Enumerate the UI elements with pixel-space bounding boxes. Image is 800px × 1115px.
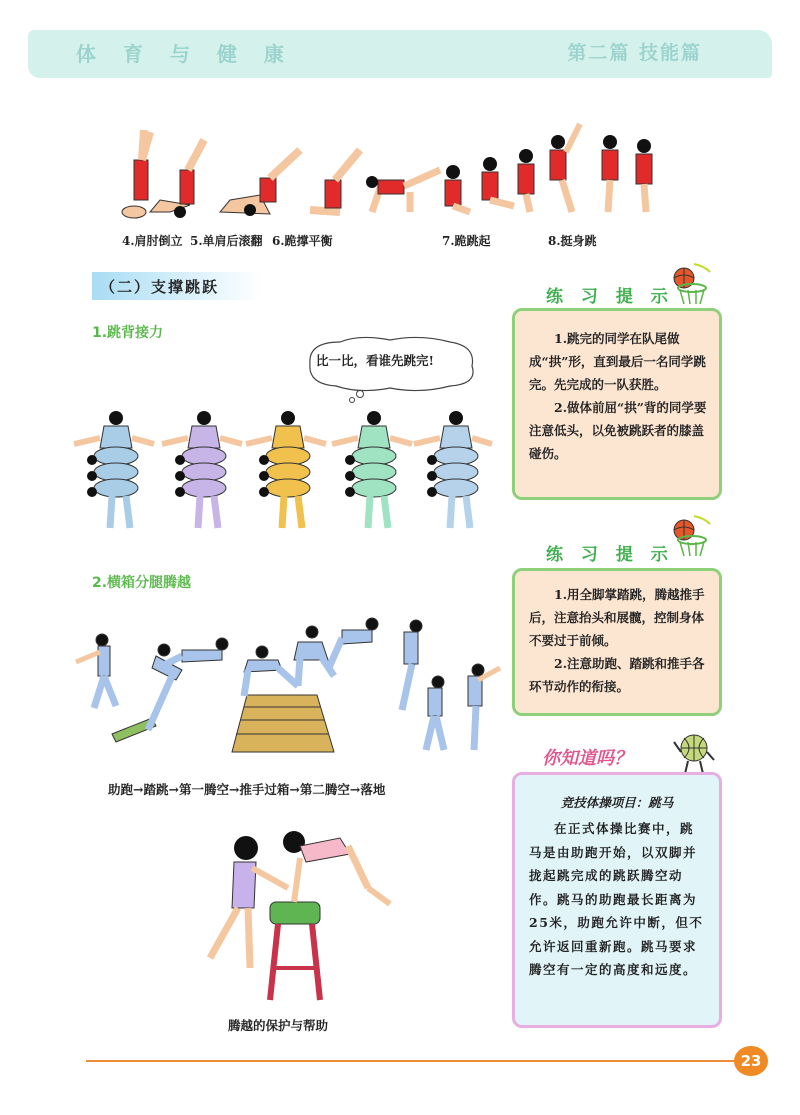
tips1-box	[512, 308, 722, 500]
leapfrog-group-2	[162, 411, 242, 528]
basketball-hoop-icon	[664, 262, 714, 308]
leapfrog-title: 1.跳背接力	[92, 325, 164, 341]
vault-box	[232, 695, 334, 752]
leapfrog-group-4	[332, 411, 412, 528]
book-title: 体 育 与 健 康	[76, 42, 294, 66]
chapter-title: 第二篇 技能篇	[567, 42, 702, 64]
know-title: 你知道吗？	[542, 748, 632, 769]
vault-sequence-illustration	[72, 610, 502, 760]
figure-kneel-jump	[445, 149, 534, 212]
page-number: 23	[734, 1046, 768, 1076]
figure-back-roll	[220, 150, 360, 216]
speech-bubble	[300, 334, 480, 404]
figure-shoulder-stand	[122, 130, 204, 218]
protection-caption: 腾越的保护与帮助	[228, 1018, 329, 1033]
speech-bubble-text: 比一比，看谁先跳完!	[316, 353, 434, 368]
tips2-title: 练 习 提 示	[546, 545, 674, 565]
figure-kneeling-balance	[366, 170, 440, 212]
leapfrog-illustration	[74, 408, 494, 538]
vault-title: 2.横箱分腿腾越	[92, 575, 192, 591]
leapfrog-group-1	[74, 411, 154, 528]
leapfrog-group-5	[414, 411, 492, 528]
floor-sequence-illustration	[110, 120, 670, 220]
vault-protection-illustration	[190, 828, 400, 1008]
footer-rule	[86, 1060, 746, 1062]
know-body: 在正式体操比赛中，跳马是由助跑开始，以双脚并拢起跳完成的跳跃腾空动作。跳马的助跑最长距离为25米，助跑允许中断，但不允许返回重新跑。跳马要求腾空有一定的高度和远度。	[529, 821, 704, 977]
figure-straight-jump	[550, 124, 652, 212]
tips1-title: 练 习 提 示	[546, 287, 674, 307]
caption-straight-jump: 8.挺身跳	[548, 234, 597, 248]
know-heading: 竞技体操项目：跳马	[560, 795, 674, 810]
tips1-paragraph-1: 1.跳完的同学在队尾做成“拱”形，直到最后一名同学跳完。先完成的一队获胜。	[529, 331, 706, 392]
basketball-hoop-icon-2	[664, 514, 714, 560]
header-band	[28, 30, 772, 78]
caption-shoulder-stand: 4.肩肘倒立	[122, 234, 183, 248]
tips2-box	[512, 568, 722, 716]
know-box	[512, 772, 722, 1028]
caption-kneel-jump: 7.跪跳起	[442, 234, 491, 248]
tips2-paragraph-2: 2.注意助跑、踏跳和推手各环节动作的衔接。	[529, 656, 705, 694]
vault-caption: 助跑→踏跳→第一腾空→推手过箱→第二腾空→落地	[108, 782, 386, 797]
tips2-paragraph-1: 1.用全脚掌踏跳，腾越推手后，注意抬头和展髋，控制身体不要过于前倾。	[529, 587, 705, 648]
caption-kneeling-balance: 6.跪撑平衡	[272, 234, 333, 248]
leapfrog-group-3	[246, 411, 326, 528]
caption-back-roll: 5.单肩后滚翻	[190, 234, 263, 248]
tips1-paragraph-2: 2.做体前屈“拱”背的同学要注意低头，以免被跳跃者的膝盖碰伤。	[529, 400, 707, 461]
section-title: （二）支撑跳跃	[100, 278, 220, 296]
